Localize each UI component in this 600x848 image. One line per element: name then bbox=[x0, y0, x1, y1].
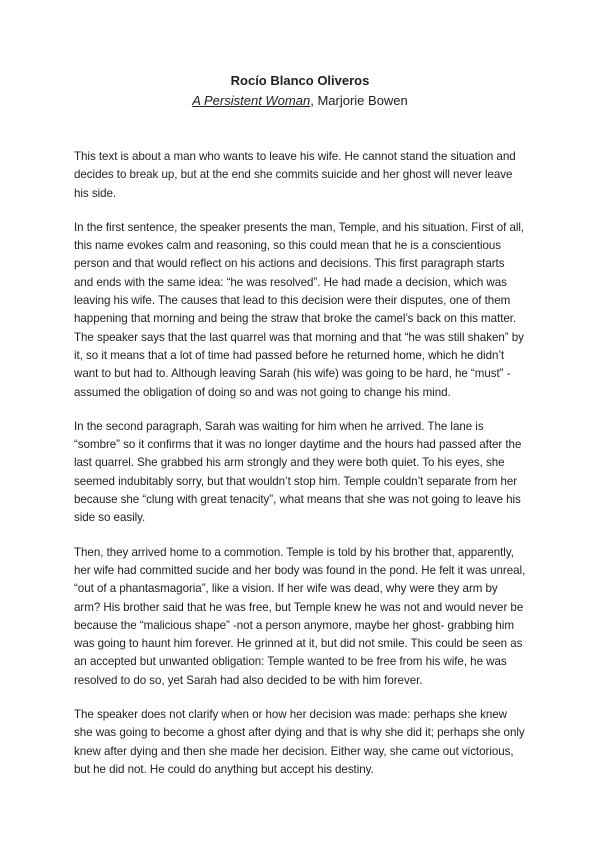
author-name: Rocío Blanco Oliveros bbox=[230, 73, 370, 88]
paragraph-1: This text is about a man who wants to leave his wife. He cannot stand the situation and decides to break up, but at the end she commits suicide and her ghost will never leave his side. bbox=[74, 150, 516, 200]
work-reference bbox=[0, 92, 600, 110]
essay-body bbox=[74, 148, 526, 795]
paragraph-5: The speaker does not clarify when or how her decision was made: perhaps she knew she was going to become a ghost after dying and that is why she did it; perhaps she only knew after dying and then she made her decision. Either way, she came out victorious, but he did not. He could do anything but accept his destiny. bbox=[74, 708, 525, 776]
work-author: Marjorie Bowen bbox=[317, 93, 408, 108]
work-title: A Persistent Woman bbox=[192, 93, 311, 108]
paragraph-4: Then, they arrived home to a commotion. Temple is told by his brother that, apparently, her wife had committed sucide and her body was found in the pond. He felt it was unreal, “out of a phantasmagoria”, like a vision. If her wife was dead, why were they arm by arm? His brother said that he was free, but Temple knew he was not and would never be because the “malicious shape” -not a person anymore, maybe her ghost- grabbing him was going to haunt him forever. He grinned at it, but did not smile. This could be seen as an accepted but unwanted obligation: Temple wanted to be free from his wife, he was resolved to do so, yet Sarah had also decided to be with him forever. bbox=[74, 545, 526, 687]
paragraph-3: In the second paragraph, Sarah was waiting for him when he arrived. The lane is “sombre” so it confirms that it was no longer daytime and the hours had passed after the last quarrel. She grabbed his arm strongly and they were both quiet. To his eyes, she seemed indubitably sorry, but that wouldn’t stop him. Temple couldn’t separate from her because she “clung with great tenacity”, what means that she was not going to leave his side so easily. bbox=[74, 419, 522, 525]
paragraph-2: In the first sentence, the speaker presents the man, Temple, and his situation. First of all, this name evokes calm and reasoning, so this could mean that he is a conscientious person and that would reflect on his actions and decisions. This first paragraph starts and ends with the same idea: “he was resolved”. He had made a decision, which was leaving his wife. The causes that lead to this decision were their disputes, one of them happening that morning and being the straw that broke the camel’s back on this matter. The speaker says that the last quarrel was that morning and that “he was still shaken” by it, so it means that a lot of time had passed before he returned home, which he didn’t want to but had to. Although leaving Sarah (his wife) was going to be hard, he “must” - assumed the obligation of doing so and was not going to change his mind. bbox=[74, 220, 525, 399]
title-separator: , bbox=[310, 93, 318, 108]
